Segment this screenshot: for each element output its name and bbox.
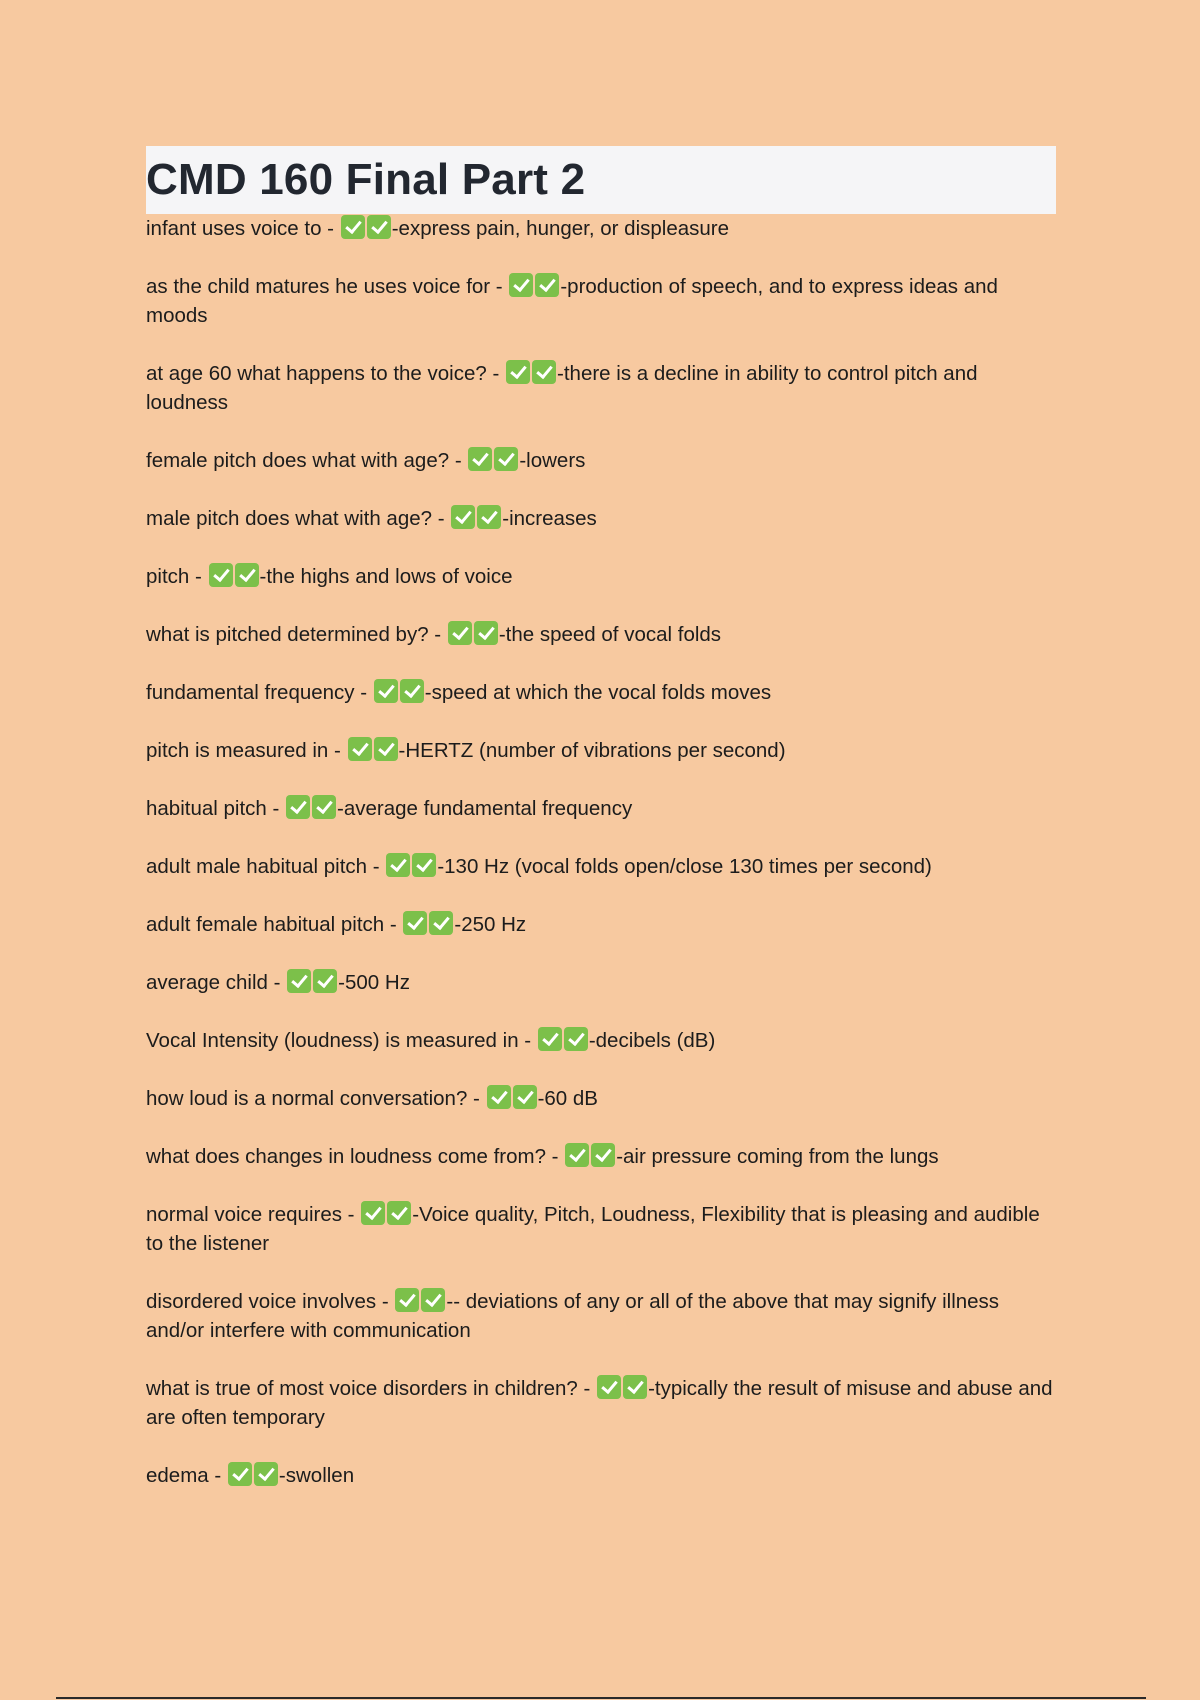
check-mark-button-icon: [509, 273, 533, 297]
check-mark-button-icon: [513, 1085, 537, 1109]
answer-marker: [341, 215, 391, 239]
check-mark-button-icon: [287, 969, 311, 993]
answer-marker: [287, 969, 337, 993]
flashcard-question: edema -: [146, 1464, 227, 1487]
flashcard-answer: -60 dB: [537, 1087, 598, 1110]
flashcard-question: male pitch does what with age? -: [146, 507, 451, 530]
flashcard-question: as the child matures he uses voice for -: [146, 275, 509, 298]
flashcard-question: habitual pitch -: [146, 797, 286, 820]
flashcard-question: adult male habitual pitch -: [146, 855, 386, 878]
flashcard-answer: -increases: [502, 507, 597, 530]
flashcard-question: average child -: [146, 971, 287, 994]
flashcard-answer: -HERTZ (number of vibrations per second): [398, 739, 786, 762]
answer-marker: [487, 1085, 537, 1109]
flashcard-question: female pitch does what with age? -: [146, 449, 468, 472]
answer-marker: [361, 1201, 411, 1225]
flashcard-answer: -air pressure coming from the lungs: [616, 1145, 939, 1168]
check-mark-button-icon: [395, 1288, 419, 1312]
flashcard-item: [146, 1084, 1056, 1113]
answer-marker: [395, 1288, 445, 1312]
flashcard-item: [146, 968, 1056, 997]
flashcard-item: [146, 852, 1056, 881]
flashcard-answer: -130 Hz (vocal folds open/close 130 times per second): [437, 855, 932, 878]
flashcard-item: [146, 214, 1056, 243]
check-mark-button-icon: [506, 360, 530, 384]
flashcard-answer: -500 Hz: [338, 971, 410, 994]
check-mark-button-icon: [535, 273, 559, 297]
check-mark-button-icon: [313, 969, 337, 993]
flashcard-item: [146, 562, 1056, 591]
flashcard-question: what does changes in loudness come from? -: [146, 1145, 565, 1168]
answer-marker: [374, 679, 424, 703]
answer-marker: [209, 563, 259, 587]
check-mark-button-icon: [564, 1027, 588, 1051]
flashcard-item: [146, 446, 1056, 475]
check-mark-button-icon: [228, 1462, 252, 1486]
check-mark-button-icon: [538, 1027, 562, 1051]
flashcard-answer: -decibels (dB): [588, 1029, 716, 1052]
answer-marker: [403, 911, 453, 935]
check-mark-button-icon: [421, 1288, 445, 1312]
flashcard-question: Vocal Intensity (loudness) is measured in -: [146, 1029, 537, 1052]
check-mark-button-icon: [361, 1201, 385, 1225]
title-bar: [146, 146, 1056, 214]
check-mark-button-icon: [341, 215, 365, 239]
flashcard-answer: -250 Hz: [454, 913, 527, 936]
check-mark-button-icon: [623, 1375, 647, 1399]
check-mark-button-icon: [235, 563, 259, 587]
check-mark-button-icon: [477, 505, 501, 529]
check-mark-button-icon: [565, 1143, 589, 1167]
check-mark-button-icon: [532, 360, 556, 384]
flashcard-question: infant uses voice to -: [146, 217, 340, 240]
check-mark-button-icon: [209, 563, 233, 587]
flashcard-item: [146, 1287, 1056, 1345]
page-bottom-divider: [56, 1697, 1146, 1699]
check-mark-button-icon: [400, 679, 424, 703]
check-mark-button-icon: [254, 1462, 278, 1486]
flashcard-question: fundamental frequency -: [146, 681, 373, 704]
flashcard-question: how loud is a normal conversation? -: [146, 1087, 486, 1110]
flashcard-item: [146, 272, 1056, 330]
flashcard-item: [146, 359, 1056, 417]
check-mark-button-icon: [597, 1375, 621, 1399]
check-mark-button-icon: [451, 505, 475, 529]
flashcard-answer: -Voice quality, Pitch, Loudness, Flexibility that is pleasing and audible to the listener: [146, 1203, 1040, 1255]
check-mark-button-icon: [367, 215, 391, 239]
flashcard-item: [146, 504, 1056, 533]
flashcard-answer: -there is a decline in ability to control pitch and loudness: [146, 362, 978, 414]
answer-marker: [468, 447, 518, 471]
flashcard-answer: -- deviations of any or all of the above that may signify illness and/or interfere with communication: [146, 1290, 1000, 1342]
flashcard-answer: -lowers: [519, 449, 586, 472]
answer-marker: [565, 1143, 615, 1167]
check-mark-button-icon: [374, 679, 398, 703]
check-mark-button-icon: [348, 737, 372, 761]
flashcard-answer: -the highs and lows of voice: [259, 565, 513, 588]
check-mark-button-icon: [591, 1143, 615, 1167]
flashcard-question: pitch -: [146, 565, 208, 588]
answer-marker: [448, 621, 498, 645]
flashcard-item: [146, 1461, 1056, 1490]
flashcard-answer: -production of speech, and to express ideas and moods: [146, 275, 998, 327]
answer-marker: [228, 1462, 278, 1486]
check-mark-button-icon: [286, 795, 310, 819]
answer-marker: [286, 795, 336, 819]
flashcard-answer: -the speed of vocal folds: [498, 623, 722, 646]
check-mark-button-icon: [387, 1201, 411, 1225]
flashcard-item: [146, 1026, 1056, 1055]
check-mark-button-icon: [474, 621, 498, 645]
document-page: [146, 146, 1056, 1519]
flashcard-item: [146, 736, 1056, 765]
check-mark-button-icon: [312, 795, 336, 819]
flashcard-answer: -speed at which the vocal folds moves: [424, 681, 772, 704]
answer-marker: [348, 737, 398, 761]
flashcard-item: [146, 1374, 1056, 1432]
answer-marker: [506, 360, 556, 384]
flashcard-question: what is pitched determined by? -: [146, 623, 447, 646]
check-mark-button-icon: [487, 1085, 511, 1109]
flashcard-item: [146, 620, 1056, 649]
answer-marker: [451, 505, 501, 529]
check-mark-button-icon: [448, 621, 472, 645]
check-mark-button-icon: [494, 447, 518, 471]
flashcard-item: [146, 1142, 1056, 1171]
flashcard-answer: -swollen: [278, 1464, 355, 1487]
flashcard-question: normal voice requires -: [146, 1203, 361, 1226]
flashcard-item: [146, 910, 1056, 939]
flashcard-question: at age 60 what happens to the voice? -: [146, 362, 506, 385]
flashcard-item: [146, 1200, 1056, 1258]
check-mark-button-icon: [386, 853, 410, 877]
flashcard-question: what is true of most voice disorders in children? -: [146, 1377, 597, 1400]
flashcard-answer: -typically the result of misuse and abuse and are often temporary: [146, 1377, 1053, 1429]
flashcard-list: [146, 214, 1056, 1490]
check-mark-button-icon: [412, 853, 436, 877]
flashcard-question: adult female habitual pitch -: [146, 913, 403, 936]
flashcard-item: [146, 678, 1056, 707]
check-mark-button-icon: [468, 447, 492, 471]
flashcard-answer: -average fundamental frequency: [337, 797, 633, 820]
answer-marker: [538, 1027, 588, 1051]
flashcard-item: [146, 794, 1056, 823]
answer-marker: [509, 273, 559, 297]
flashcard-answer: -express pain, hunger, or displeasure: [391, 217, 730, 240]
check-mark-button-icon: [374, 737, 398, 761]
check-mark-button-icon: [429, 911, 453, 935]
answer-marker: [386, 853, 436, 877]
answer-marker: [597, 1375, 647, 1399]
document-title: CMD 160 Final Part 2: [146, 155, 586, 204]
flashcard-question: disordered voice involves -: [146, 1290, 395, 1313]
flashcard-question: pitch is measured in -: [146, 739, 347, 762]
check-mark-button-icon: [403, 911, 427, 935]
